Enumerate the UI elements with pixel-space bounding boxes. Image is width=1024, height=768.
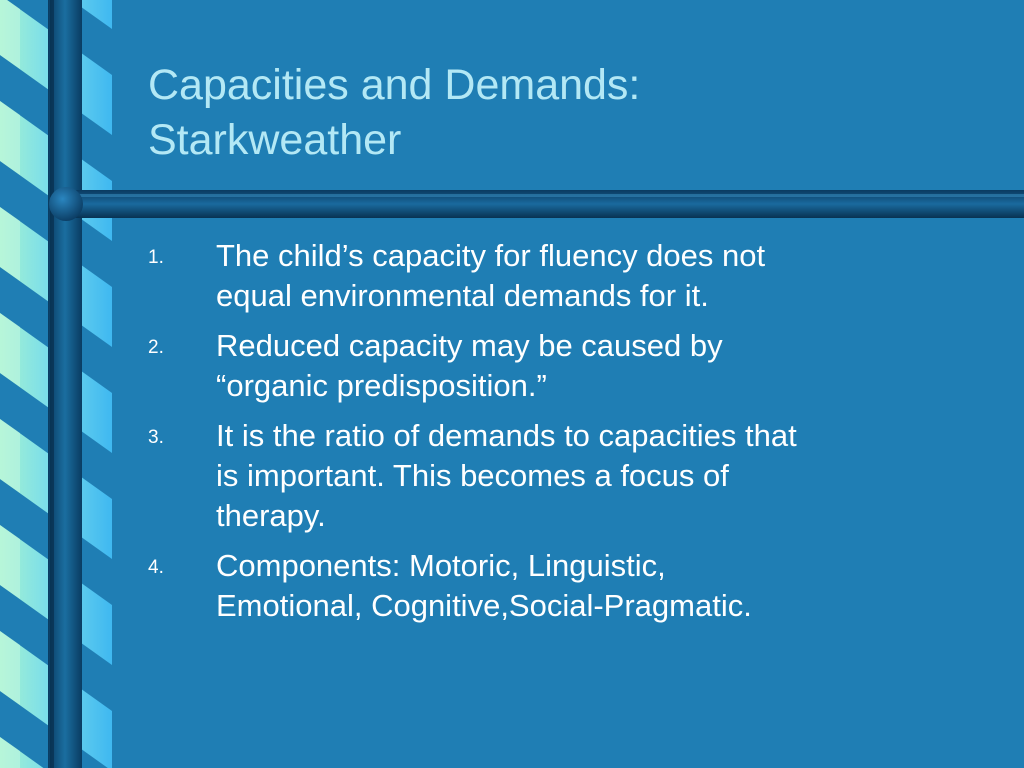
list-item-number: 2. xyxy=(148,337,164,358)
list-item-line: Emotional, Cognitive,Social-Pragmatic. xyxy=(216,588,752,623)
list-item-line: Components: Motoric, Linguistic, xyxy=(216,548,666,583)
slide-title-line-2: Starkweather xyxy=(148,116,402,164)
list-item xyxy=(148,326,988,406)
slide-title xyxy=(148,58,988,168)
list-item xyxy=(148,416,988,536)
list-item-text xyxy=(216,236,988,316)
list-item-line: equal environmental demands for it. xyxy=(216,278,709,313)
list-item-text xyxy=(216,416,988,536)
list-item xyxy=(148,236,988,316)
slide-title-line-1: Capacities and Demands: xyxy=(148,61,641,109)
list-item-line: “organic predisposition.” xyxy=(216,368,547,403)
list-item-line: therapy. xyxy=(216,498,326,533)
list-item-number: 3. xyxy=(148,427,164,448)
list-item-text xyxy=(216,546,988,626)
list-item-text xyxy=(216,326,988,406)
numbered-list xyxy=(148,236,988,636)
list-item-line: Reduced capacity may be caused by xyxy=(216,328,723,363)
list-item xyxy=(148,546,988,626)
list-item-line: The child’s capacity for fluency does not xyxy=(216,238,766,273)
list-item-line: It is the ratio of demands to capacities that xyxy=(216,418,797,453)
list-item-number: 4. xyxy=(148,557,164,578)
list-item-line: is important. This becomes a focus of xyxy=(216,458,729,493)
list-item-number: 1. xyxy=(148,247,164,268)
